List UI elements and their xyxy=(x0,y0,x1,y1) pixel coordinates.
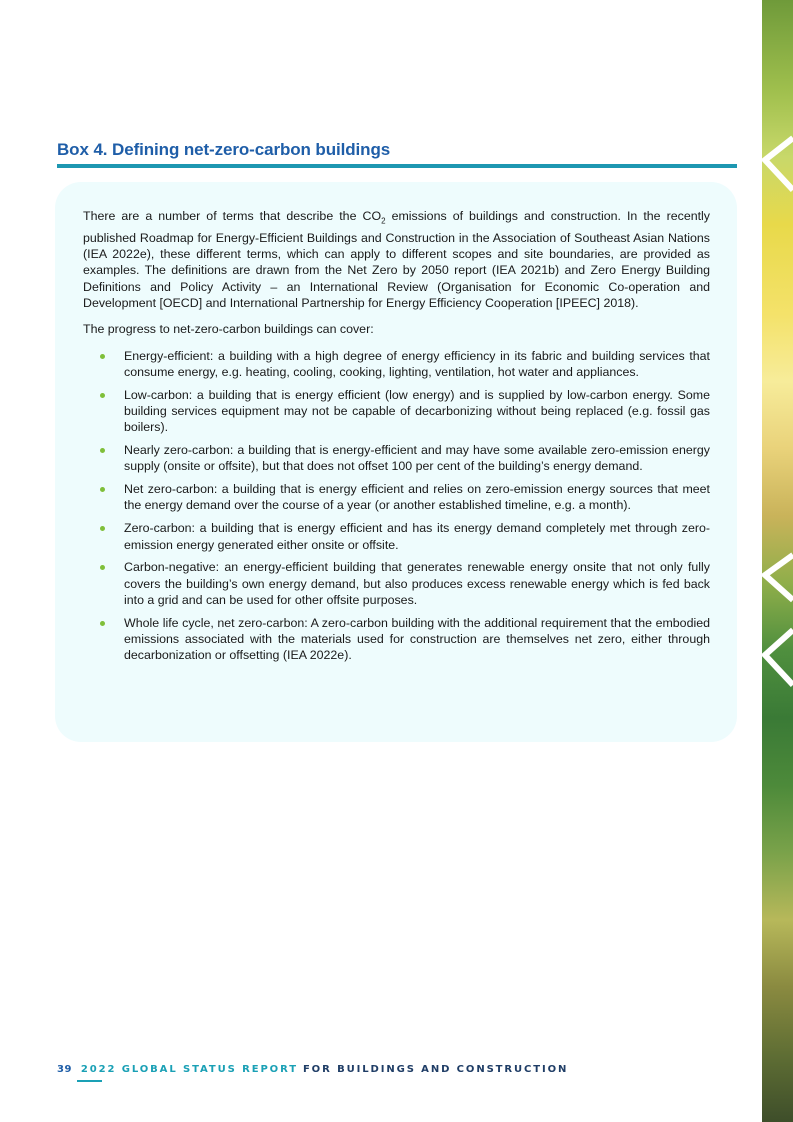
page-number: 39 xyxy=(57,1064,72,1075)
chevron-shape xyxy=(765,138,793,190)
list-item xyxy=(124,481,710,514)
list-item-text: Nearly zero-carbon: a building that is energy-efficient and may have some available zero-emission energy supply (onsite or offsite), but that does not offset 100 per cent of the building’s energy demand. xyxy=(124,443,710,474)
list-item-text: Whole life cycle, net zero-carbon: A zero-carbon building with the additional requirement that the embodied emissions associated with the materials used for construction are themselves net zero, either through decarbonization or offsetting (IEA 2022e). xyxy=(124,615,710,663)
report-title-rest: FOR BUILDINGS AND CONSTRUCTION xyxy=(302,1064,569,1075)
list-item-text: Energy-efficient: a building with a high degree of energy efficiency in its fabric and building services that consume energy, e.g. heating, cooling, cooking, lighting, ventilation, hot water and appliances. xyxy=(124,348,710,379)
intro-text-rest: emissions of buildings and construction. In the recently published Roadmap for Energy-Efficient Buildings and Construction in the Association of Southeast Asian Nations (IEA 2022e), these different terms, which can apply to different scopes and site boundaries, are provided as examples. The definitions are drawn from the Net Zero by 2050 report (IEA 2021b) and Zero Energy Building Definitions and Policy Activity – an International Review (Organisation for Economic Co-operation and Development [OECD] and International Partnership for Energy Efficiency Cooperation [IPEEC] 2018). xyxy=(83,209,710,310)
bullet-dot-icon xyxy=(100,621,105,626)
bullet-dot-icon xyxy=(100,565,105,570)
box-title: Box 4. Defining net-zero-carbon buildings xyxy=(57,140,391,159)
title-divider xyxy=(57,164,737,168)
list-item xyxy=(124,615,710,664)
chevron-shape xyxy=(765,555,793,600)
bullet-dot-icon xyxy=(100,448,105,453)
page-footer xyxy=(57,1064,568,1075)
co2-subscript: 2 xyxy=(381,216,386,226)
bullet-dot-icon xyxy=(100,487,105,492)
list-lead-text: The progress to net-zero-carbon buildings can cover: xyxy=(83,322,374,337)
list-item xyxy=(124,348,710,381)
intro-paragraph xyxy=(83,208,710,311)
bullet-dot-icon xyxy=(100,354,105,359)
chevron-decoration-icon xyxy=(762,0,793,1122)
intro-text-start: There are a number of terms that describe the CO xyxy=(83,209,382,223)
definitions-list xyxy=(83,348,710,664)
list-item-text: Zero-carbon: a building that is energy efficient and has its energy demand completely met through zero-emission energy generated either onsite or offsite. xyxy=(124,521,710,552)
list-item xyxy=(124,442,710,475)
list-item-text: Carbon-negative: an energy-efficient building that generates renewable energy onsite that not only fully covers the building’s own energy demand, but also produces excess renewable energy which is fed back into a grid and can be used for other offsite purposes. xyxy=(124,560,710,607)
list-item xyxy=(124,520,710,553)
report-title-highlight: 2022 GLOBAL STATUS REPORT xyxy=(80,1064,298,1075)
list-item-text: Low-carbon: a building that is energy efficient (low energy) and is supplied by low-carbon energy. Some building services equipment may not be capable of decarbonizing without being replaced (e.g. fossil gas boilers). xyxy=(124,387,710,435)
box-body xyxy=(83,208,710,670)
bullet-dot-icon xyxy=(100,526,105,531)
list-item xyxy=(124,387,710,436)
bullet-dot-icon xyxy=(100,393,105,398)
decorative-photo-strip xyxy=(762,0,793,1122)
footer-underline xyxy=(77,1080,102,1082)
list-item-text: Net zero-carbon: a building that is energy efficient and relies on zero-emission energy sources that meet the energy demand over the course of a year (or another established timeline, e.g. a month). xyxy=(124,482,710,513)
list-item xyxy=(124,559,710,608)
chevron-shape xyxy=(765,630,793,685)
